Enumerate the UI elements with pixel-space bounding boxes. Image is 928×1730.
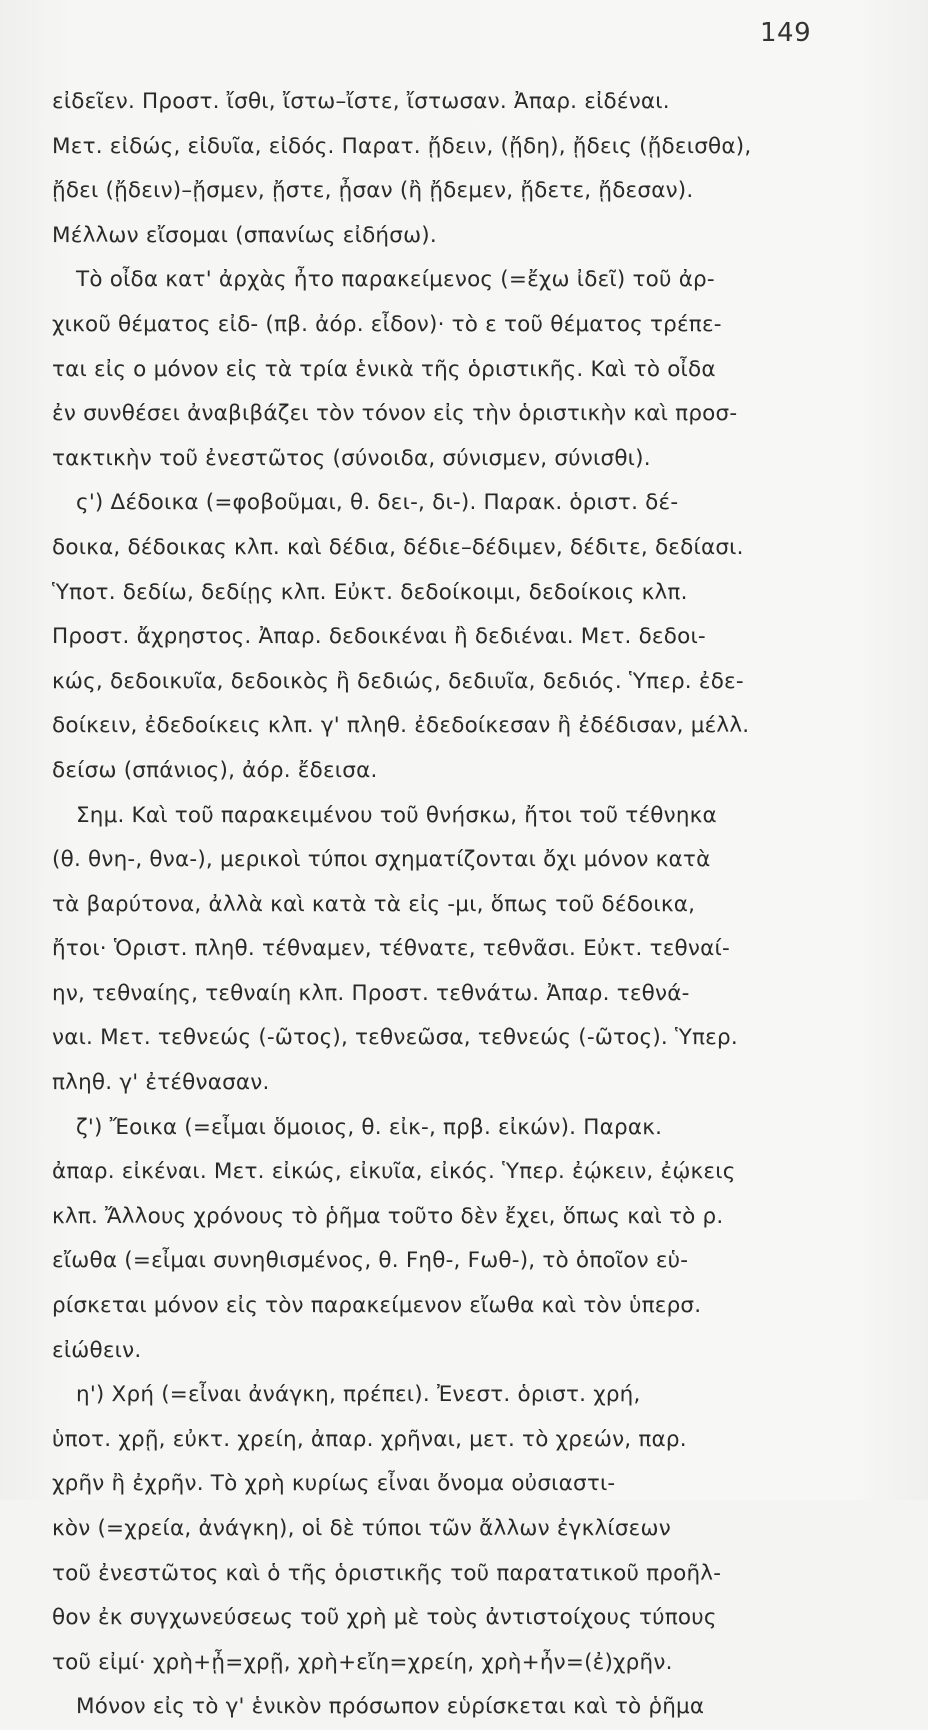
text-line-content: κώς, δεδοικυῖα, δεδοικὸς ἢ δεδιώς, δεδιυῖα, δεδιός. Ὑπερ. ἐδε- <box>52 668 744 694</box>
text-line-content: δοίκειν, ἐδεδοίκεις κλπ. γ' πληθ. ἐδεδοίκεσαν ἢ ἐδέδισαν, μέλλ. <box>52 713 750 739</box>
text-line <box>52 1329 852 1374</box>
text-line-content: ὑποτ. χρῇ, εὐκτ. χρείη, ἀπαρ. χρῆναι, μετ. τὸ χρεών, παρ. <box>52 1426 687 1452</box>
text-line-content: ἐν συνθέσει ἀναβιβάζει τὸν τόνον εἰς τὴν ὁριστικὴν καὶ προσ- <box>52 401 738 427</box>
text-line-content: Τὸ οἶδα κατ' ἀρχὰς ἦτο παρακείμενος (=ἔχω ἰδεῖ) τοῦ ἀρ- <box>76 267 715 293</box>
text-line <box>52 704 852 749</box>
text-line <box>52 571 852 616</box>
text-line-content: τὰ βαρύτονα, ἀλλὰ καὶ κατὰ τὰ εἰς -μι, ὅπως τοῦ δέδοικα, <box>52 891 696 917</box>
text-line-content: ρίσκεται μόνον εἰς τὸν παρακείμενον εἴωθα καὶ τὸν ὑπερσ. <box>52 1293 702 1319</box>
text-line <box>52 303 852 348</box>
text-line-content: εἴωθα (=εἶμαι συνηθισμένος, θ. Fηθ-, Fωθ-), τὸ ὁποῖον εὑ- <box>52 1248 689 1274</box>
text-line <box>52 1373 852 1418</box>
text-line <box>52 660 852 705</box>
text-line <box>52 1016 852 1061</box>
text-line-content: ναι. Μετ. τεθνεώς (-ῶτος), τεθνεῶσα, τεθνεώς (-ῶτος). Ὑπερ. <box>52 1025 738 1051</box>
text-line <box>52 749 852 794</box>
text-line <box>52 125 852 170</box>
text-line-content: ην, τεθναίης, τεθναίη κλπ. Προστ. τεθνάτω. Ἀπαρ. τεθνά- <box>52 980 690 1006</box>
text-line-content: Ὑποτ. δεδίω, δεδίῃς κλπ. Εὐκτ. δεδοίκοιμι, δεδοίκοις κλπ. <box>52 579 688 605</box>
text-line <box>52 258 852 303</box>
text-line-content: κλπ. Ἄλλους χρόνους τὸ ῥῆμα τοῦτο δὲν ἔχει, ὅπως καὶ τὸ ρ. <box>52 1203 724 1229</box>
text-line-content: τοῦ εἰμί· χρὴ+ᾖ=χρῇ, χρὴ+εἴη=χρείη, χρὴ+ἦν=(ἐ)χρῆν. <box>52 1649 673 1675</box>
text-line-content: Σημ. Καὶ τοῦ παρακειμένου τοῦ θνήσκω, ἤτοι τοῦ τέθνηκα <box>76 802 717 828</box>
text-line <box>52 80 852 125</box>
text-line <box>52 1284 852 1329</box>
text-line-content: χρῆν ἢ ἐχρῆν. Τὸ χρὴ κυρίως εἶναι ὄνομα οὐσιαστι- <box>52 1471 616 1497</box>
text-line-content: εἰδεῖεν. Προστ. ἴσθι, ἴστω–ἴστε, ἴστωσαν. Ἀπαρ. εἰδέναι. <box>52 89 670 114</box>
text-line <box>52 437 852 482</box>
text-line <box>52 1061 852 1106</box>
text-line <box>52 1195 852 1240</box>
text-line <box>52 1552 852 1597</box>
text-line <box>52 883 852 928</box>
text-line-content: κὸν (=χρεία, ἀνάγκη), οἱ δὲ τύποι τῶν ἄλλων ἐγκλίσεων <box>52 1516 671 1541</box>
text-line <box>52 392 852 437</box>
text-line-content: δοικα, δέδοικας κλπ. καὶ δέδια, δέδιε–δέδιμεν, δέδιτε, δεδίασι. <box>52 534 744 560</box>
text-line-content: τοῦ ἐνεστῶτος καὶ ὁ τῆς ὁριστικῆς τοῦ παρατατικοῦ προῆλ- <box>52 1560 722 1586</box>
text-line-content: θον ἐκ συγχωνεύσεως τοῦ χρὴ μὲ τοὺς ἀντιστοίχους τύπους <box>52 1605 717 1631</box>
text-line <box>52 348 852 393</box>
text-line <box>52 615 852 660</box>
text-line <box>52 214 852 259</box>
text-line-content: τακτικὴν τοῦ ἐνεστῶτος (σύνοιδα, σύνισμεν, σύνισθι). <box>52 445 651 471</box>
text-line <box>52 794 852 839</box>
text-line-content: ἤτοι· Ὁριστ. πληθ. τέθναμεν, τέθνατε, τεθνᾶσι. Εὐκτ. τεθναί- <box>52 936 730 962</box>
text-line-content: ς') Δέδοικα (=φοβοῦμαι, θ. δει-, δι-). Παρακ. ὁριστ. δέ- <box>76 490 679 516</box>
text-line <box>52 481 852 526</box>
text-line-content: ἀπαρ. εἰκέναι. Μετ. εἰκώς, εἰκυῖα, εἰκός. Ὑπερ. ἐῴκειν, ἐῴκεις <box>52 1159 736 1185</box>
text-line-content: χικοῦ θέματος εἰδ- (πβ. ἀόρ. εἶδον)· τὸ ε τοῦ θέματος τρέπε- <box>52 311 722 337</box>
text-line-content: ᾔδει (ᾔδειν)–ᾔσμεν, ᾔστε, ᾖσαν (ἢ ᾔδεμεν, ᾔδετε, ᾔδεσαν). <box>52 178 694 204</box>
text-line-content: ζ') Ἔοικα (=εἶμαι ὅμοιος, θ. εἰκ-, πρβ. εἰκών). Παρακ. <box>76 1114 663 1140</box>
text-line-content: πληθ. γ' ἐτέθνασαν. <box>52 1070 270 1096</box>
text-line <box>52 1685 852 1730</box>
text-line-content: η') Χρή (=εἶναι ἀνάγκη, πρέπει). Ἐνεστ. ὁριστ. χρή, <box>76 1382 641 1408</box>
text-line-content: Προστ. ἄχρηστος. Ἀπαρ. δεδοικέναι ἢ δεδιέναι. Μετ. δεδοι- <box>52 624 706 650</box>
text-line-content: (θ. θνη-, θνα-), μερικοὶ τύποι σχηματίζονται ὄχι μόνον κατὰ <box>52 847 711 873</box>
text-line <box>52 1418 852 1463</box>
text-line <box>52 972 852 1017</box>
text-line <box>52 1641 852 1686</box>
text-line-content: δείσω (σπάνιος), ἀόρ. ἔδεισα. <box>52 757 378 783</box>
text-line-content: εἰώθειν. <box>52 1337 142 1363</box>
text-line <box>52 838 852 883</box>
text-line <box>52 1596 852 1641</box>
text-line <box>52 169 852 214</box>
text-line <box>52 927 852 972</box>
text-line-content: Μόνον εἰς τὸ γ' ἑνικὸν πρόσωπον εὑρίσκεται καὶ τὸ ῥῆμα <box>76 1694 705 1720</box>
text-line-content: Μέλλων εἴσομαι (σπανίως εἰδήσω). <box>52 222 437 248</box>
text-line <box>52 1507 852 1552</box>
text-line-content: Μετ. εἰδώς, εἰδυῖα, εἰδός. Παρατ. ᾔδειν, (ᾔδη), ᾔδεις (ᾔδεισθα), <box>52 133 752 159</box>
text-line-content: ται εἰς ο μόνον εἰς τὰ τρία ἑνικὰ τῆς ὁριστικῆς. Καὶ τὸ οἶδα <box>52 356 716 382</box>
text-line <box>52 526 852 571</box>
body-text <box>52 80 852 1730</box>
text-line <box>52 1106 852 1151</box>
text-line <box>52 1462 852 1507</box>
page-number: 149 <box>760 18 812 48</box>
text-line <box>52 1150 852 1195</box>
text-line <box>52 1239 852 1284</box>
